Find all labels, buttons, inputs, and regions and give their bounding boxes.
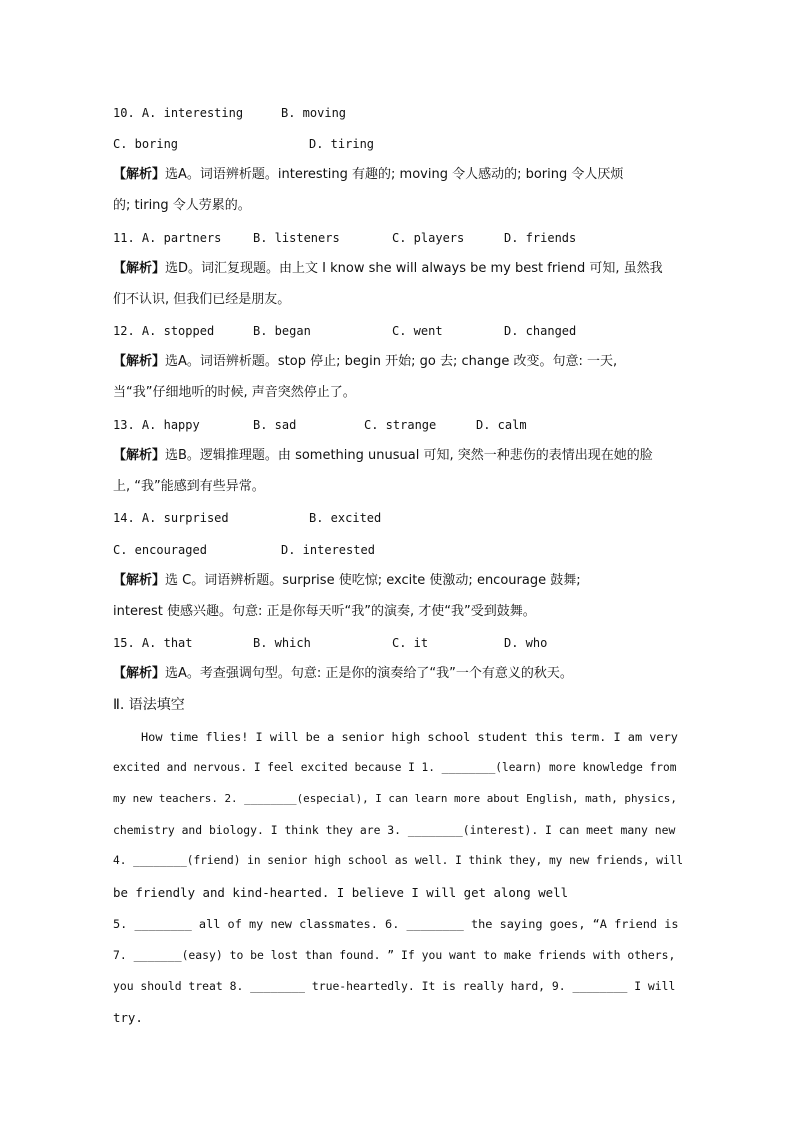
option-b: B. sad xyxy=(253,418,297,432)
option-b: B. excited xyxy=(309,511,382,525)
analysis-text: interest 使感兴趣。句意: 正是你每天听“我”的演奏, 才使“我”受到鼓舞。 xyxy=(113,604,536,619)
section-heading: Ⅱ. 语法填空 xyxy=(113,697,185,713)
option-d: D. interested xyxy=(281,543,375,557)
option-a: A. interesting xyxy=(141,106,244,120)
question-10-options-row2 xyxy=(113,134,375,154)
question-13-options xyxy=(113,415,527,435)
option-b: B. began xyxy=(253,324,311,338)
question-number: 10. xyxy=(113,106,135,120)
option-d: D. calm xyxy=(476,418,527,432)
question-number: 14. xyxy=(113,511,135,525)
option-a: A. stopped xyxy=(141,324,215,338)
answer-15-line1 xyxy=(113,664,573,684)
analysis-text: 选A。词语辨析题。stop 停止; begin 开始; go 去; change 改变。句意: 一天, xyxy=(165,354,618,369)
option-d: D. changed xyxy=(504,324,577,338)
option-a: A. surprised xyxy=(141,511,229,525)
passage-line: you should treat 8. ________ true-heartedly. It is really hard, 9. ________ I will xyxy=(113,979,676,993)
answer-14-line2 xyxy=(113,602,536,622)
option-c: C. encouraged xyxy=(113,543,207,557)
question-11-options xyxy=(113,228,577,248)
passage-line: my new teachers. 2. ________(especial), I can learn more about English, math, physics, xyxy=(113,792,677,805)
passage-line: 4. ________(friend) in senior high school as well. I think they, my new friends, will xyxy=(113,854,684,867)
option-d: D. friends xyxy=(504,231,577,245)
passage-line: How time flies! I will be a senior high school student this term. I am very xyxy=(141,730,678,744)
option-c: C. players xyxy=(392,231,465,245)
question-10-options-row1 xyxy=(113,103,347,123)
question-number: 12. xyxy=(113,324,135,338)
analysis-text: 选D。词汇复现题。由上文 I know she will always be my best friend 可知, 虽然我 xyxy=(165,261,663,276)
analysis-tag: 【解析】 xyxy=(113,167,166,182)
analysis-text: 选 C。词语辨析题。surprise 使吃惊; excite 使激动; encourage 鼓舞; xyxy=(165,573,581,588)
analysis-text: 们不认识, 但我们已经是朋友。 xyxy=(113,292,291,307)
option-c: C. boring xyxy=(113,137,179,151)
option-c: C. went xyxy=(392,324,443,338)
question-14-options-row1 xyxy=(113,508,382,528)
passage-line: chemistry and biology. I think they are 3. ________(interest). I can meet many new xyxy=(113,823,676,837)
question-15-options xyxy=(113,633,548,653)
analysis-tag: 【解析】 xyxy=(113,448,166,463)
option-b: B. moving xyxy=(281,106,347,120)
option-b: B. which xyxy=(253,636,311,650)
analysis-tag: 【解析】 xyxy=(113,354,166,369)
option-d: D. tiring xyxy=(309,137,375,151)
question-14-options-row2 xyxy=(113,540,375,560)
question-12-options xyxy=(113,321,577,341)
passage-line: be friendly and kind-hearted. I believe I will get along well xyxy=(113,885,569,900)
analysis-tag: 【解析】 xyxy=(113,261,166,276)
answer-11-line1 xyxy=(113,259,663,279)
option-a: A. partners xyxy=(141,231,222,245)
question-number: 13. xyxy=(113,418,135,432)
analysis-text: 选A。词语辨析题。interesting 有趣的; moving 令人感动的; boring 令人厌烦 xyxy=(165,167,624,182)
passage-line: 7. _______(easy) to be lost than found. ” If you want to make friends with others, xyxy=(113,948,676,962)
answer-14-line1 xyxy=(113,571,581,591)
option-c: C. strange xyxy=(364,418,437,432)
passage-line: 5. ________ all of my new classmates. 6. ________ the saying goes, “A friend is xyxy=(113,917,679,931)
answer-10-line2 xyxy=(113,196,251,216)
option-b: B. listeners xyxy=(253,231,340,245)
option-a: A. happy xyxy=(141,418,200,432)
analysis-text: 当“我”仔细地听的时候, 声音突然停止了。 xyxy=(113,385,356,400)
analysis-tag: 【解析】 xyxy=(113,573,166,588)
passage-line: excited and nervous. I feel excited because I 1. ________(learn) more knowledge from xyxy=(113,761,677,774)
question-number: 11. xyxy=(113,231,135,245)
option-d: D. who xyxy=(504,636,548,650)
passage-line: try. xyxy=(113,1010,143,1025)
analysis-text: 的; tiring 令人劳累的。 xyxy=(113,198,251,213)
answer-13-line2 xyxy=(113,477,265,497)
analysis-text: 上, “我”能感到有些异常。 xyxy=(113,479,265,494)
answer-13-line1 xyxy=(113,446,653,466)
analysis-text: 选A。考查强调句型。句意: 正是你的演奏给了“我”一个有意义的秋天。 xyxy=(165,666,573,681)
option-c: C. it xyxy=(392,636,429,650)
answer-10-line1 xyxy=(113,165,623,185)
answer-12-line2 xyxy=(113,383,356,403)
option-a: A. that xyxy=(141,636,193,650)
analysis-tag: 【解析】 xyxy=(113,666,166,681)
answer-12-line1 xyxy=(113,352,617,372)
question-number: 15. xyxy=(113,636,135,650)
analysis-text: 选B。逻辑推理题。由 something unusual 可知, 突然一种悲伤的表情出现在她的脸 xyxy=(165,448,653,463)
answer-11-line2 xyxy=(113,290,290,310)
